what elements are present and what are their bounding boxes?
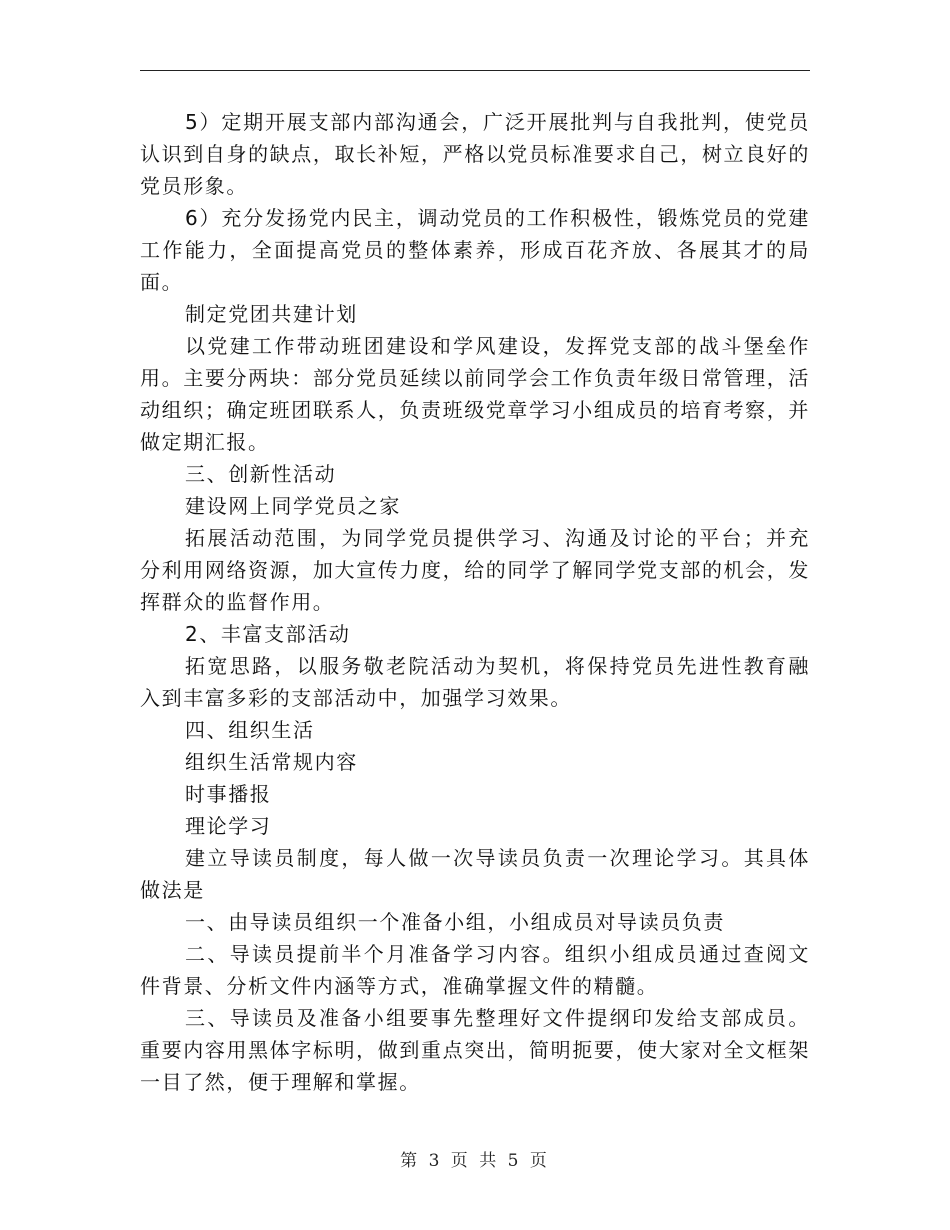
paragraph: 拓展活动范围，为同学党员提供学习、沟通及讨论的平台；并充分利用网络资源，加大宣传力度，给的同学了解同学党支部的机会，发挥群众的监督作用。	[140, 526, 810, 614]
document-body	[140, 106, 810, 1098]
paragraph: 制定党团共建计划	[185, 302, 358, 326]
header-rule	[140, 70, 810, 71]
section-heading: 四、组织生活	[185, 718, 315, 742]
paragraph: 二、导读员提前半个月准备学习内容。组织小组成员通过查阅文件背景、分析文件内涵等方式，准确掌握文件的精髓。	[140, 942, 810, 998]
section-heading: 三、创新性活动	[185, 462, 337, 486]
paragraph: 理论学习	[185, 814, 272, 838]
paragraph: 5）定期开展支部内部沟通会，广泛开展批判与自我批判，使党员认识到自身的缺点，取长补短，严格以党员标准要求自己，树立良好的党员形象。	[140, 110, 810, 198]
paragraph: 6）充分发扬党内民主，调动党员的工作积极性，锻炼党员的党建工作能力，全面提高党员的整体素养，形成百花齐放、各展其才的局面。	[140, 206, 810, 294]
paragraph: 拓宽思路，以服务敬老院活动为契机，将保持党员先进性教育融入到丰富多彩的支部活动中，加强学习效果。	[140, 654, 810, 710]
paragraph: 一、由导读员组织一个准备小组，小组成员对导读员负责	[185, 910, 725, 934]
page-number-footer: 第 3 页 共 5 页	[400, 1151, 550, 1171]
paragraph: 建立导读员制度，每人做一次导读员负责一次理论学习。其具体做法是	[140, 846, 810, 902]
paragraph: 时事播报	[185, 782, 272, 806]
paragraph: 三、导读员及准备小组要事先整理好文件提纲印发给支部成员。重要内容用黑体字标明，做到重点突出，简明扼要，使大家对全文框架一目了然，便于理解和掌握。	[140, 1006, 810, 1094]
paragraph: 以党建工作带动班团建设和学风建设，发挥党支部的战斗堡垒作用。主要分两块：部分党员延续以前同学会工作负责年级日常管理，活动组织；确定班团联系人，负责班级党章学习小组成员的培育考察，并做定期汇报。	[140, 334, 810, 454]
paragraph: 2、丰富支部活动	[185, 622, 351, 646]
paragraph: 建设网上同学党员之家	[185, 494, 401, 518]
paragraph: 组织生活常规内容	[185, 750, 358, 774]
